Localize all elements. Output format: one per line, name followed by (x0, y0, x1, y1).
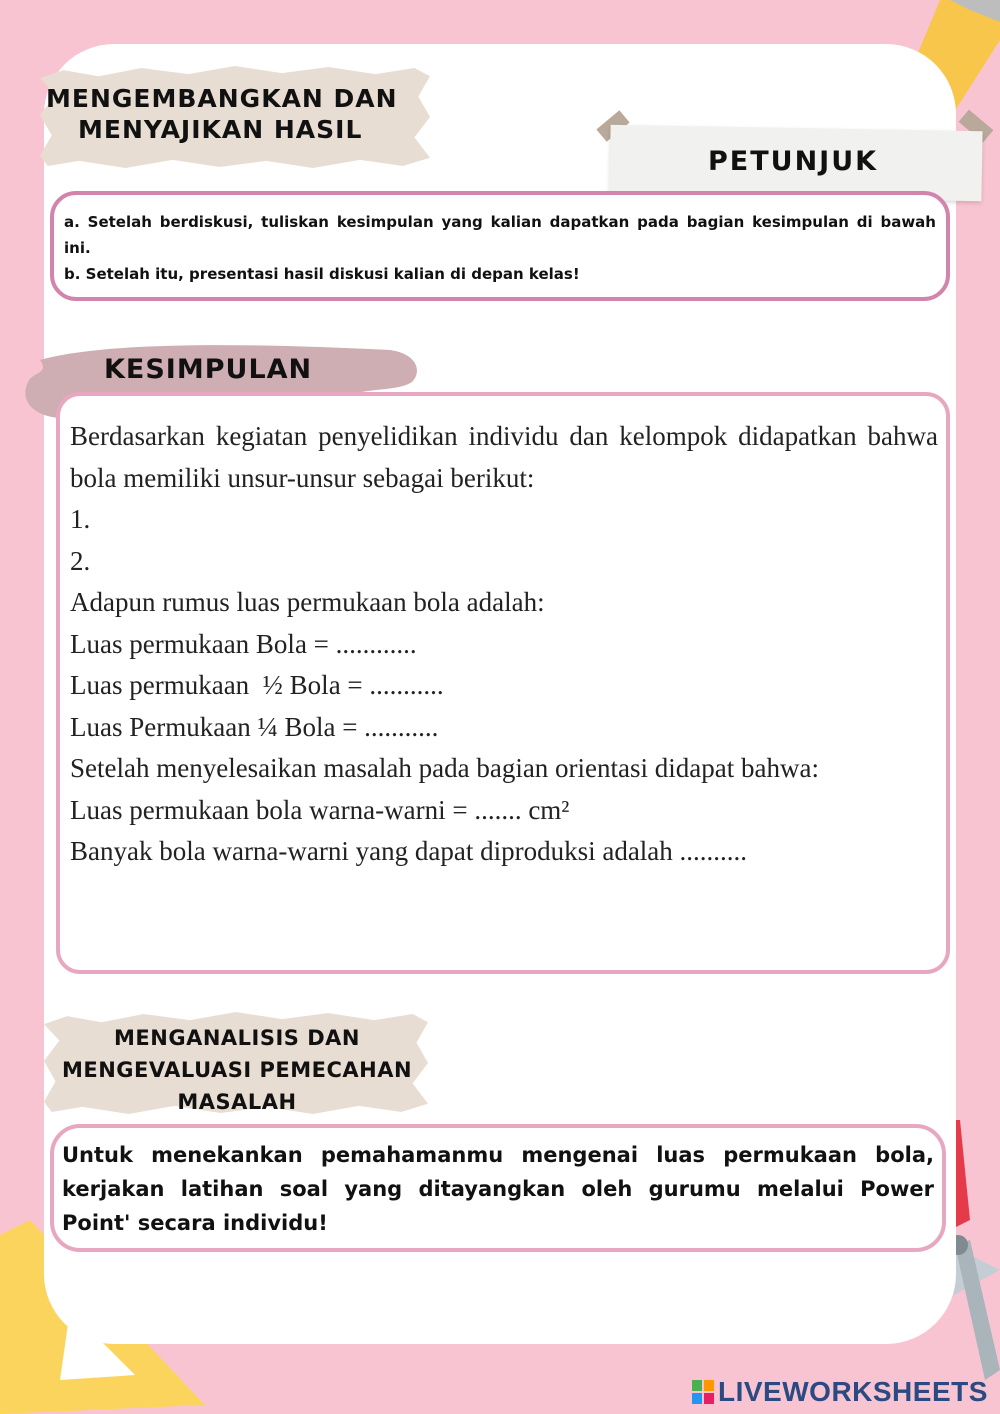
section-title-line2: MENYAJIKAN HASIL (78, 114, 363, 144)
hasil-banyak-bola: Banyak bola warna-warni yang dapat diproduksi adalah .......... (70, 836, 748, 866)
task-box (50, 1124, 946, 1252)
section-title-line1: MENGEMBANGKAN DAN (46, 84, 398, 113)
instruction-a: a. Setelah berdiskusi, tuliskan kesimpulan yang kalian dapatkan pada bagian kesimpulan di bawah ini. (64, 213, 936, 257)
rumus-seperempat-bola: Luas Permukaan ¼ Bola = ........... (70, 711, 439, 742)
kesimpulan-paragraph2: Setelah menyelesaikan masalah pada bagian orientasi didapat bahwa: (70, 753, 819, 783)
rumus-setengah-bola: Luas permukaan ½ Bola = ........... (70, 670, 444, 700)
instruction-b: b. Setelah itu, presentasi hasil diskusi kalian di depan kelas! (64, 265, 580, 283)
rumus-intro: Adapun rumus luas permukaan bola adalah: (70, 587, 545, 617)
petunjuk-label: PETUNJUK (708, 146, 879, 177)
section3-title-line1: MENGANALISIS DAN (114, 1026, 360, 1050)
section3-title-line3: MASALAH (177, 1090, 297, 1114)
kesimpulan-label: KESIMPULAN (104, 354, 313, 385)
brand-name[interactable]: LIVEWORKSHEETS (718, 1376, 988, 1407)
rumus-bola: Luas permukaan Bola = ............ (70, 628, 417, 659)
task-text: Untuk menekankan pemahamanmu mengenai luas permukaan bola, kerjakan latihan soal yang ditayangkan oleh gurumu melalui Power Point' secara individu! (62, 1143, 934, 1235)
kesimpulan-paragraph1: Berdasarkan kegiatan penyelidikan individu dan kelompok didapatkan bahwa bola memiliki unsur-unsur sebagai berikut: (70, 421, 938, 493)
section3-title-line2: MENGEVALUASI PEMECAHAN (61, 1058, 413, 1082)
liveworksheets-logo (692, 1376, 988, 1408)
section-title (46, 84, 426, 145)
section3-title (50, 1022, 424, 1118)
kesimpulan-box (56, 392, 950, 974)
hasil-luas: Luas permukaan bola warna-warni = ....... cm² (70, 794, 570, 825)
live-logo-icon (692, 1380, 714, 1404)
unsur-item-2: 2. (70, 545, 91, 576)
unsur-item-1: 1. (70, 504, 91, 534)
instructions-box (50, 191, 950, 301)
